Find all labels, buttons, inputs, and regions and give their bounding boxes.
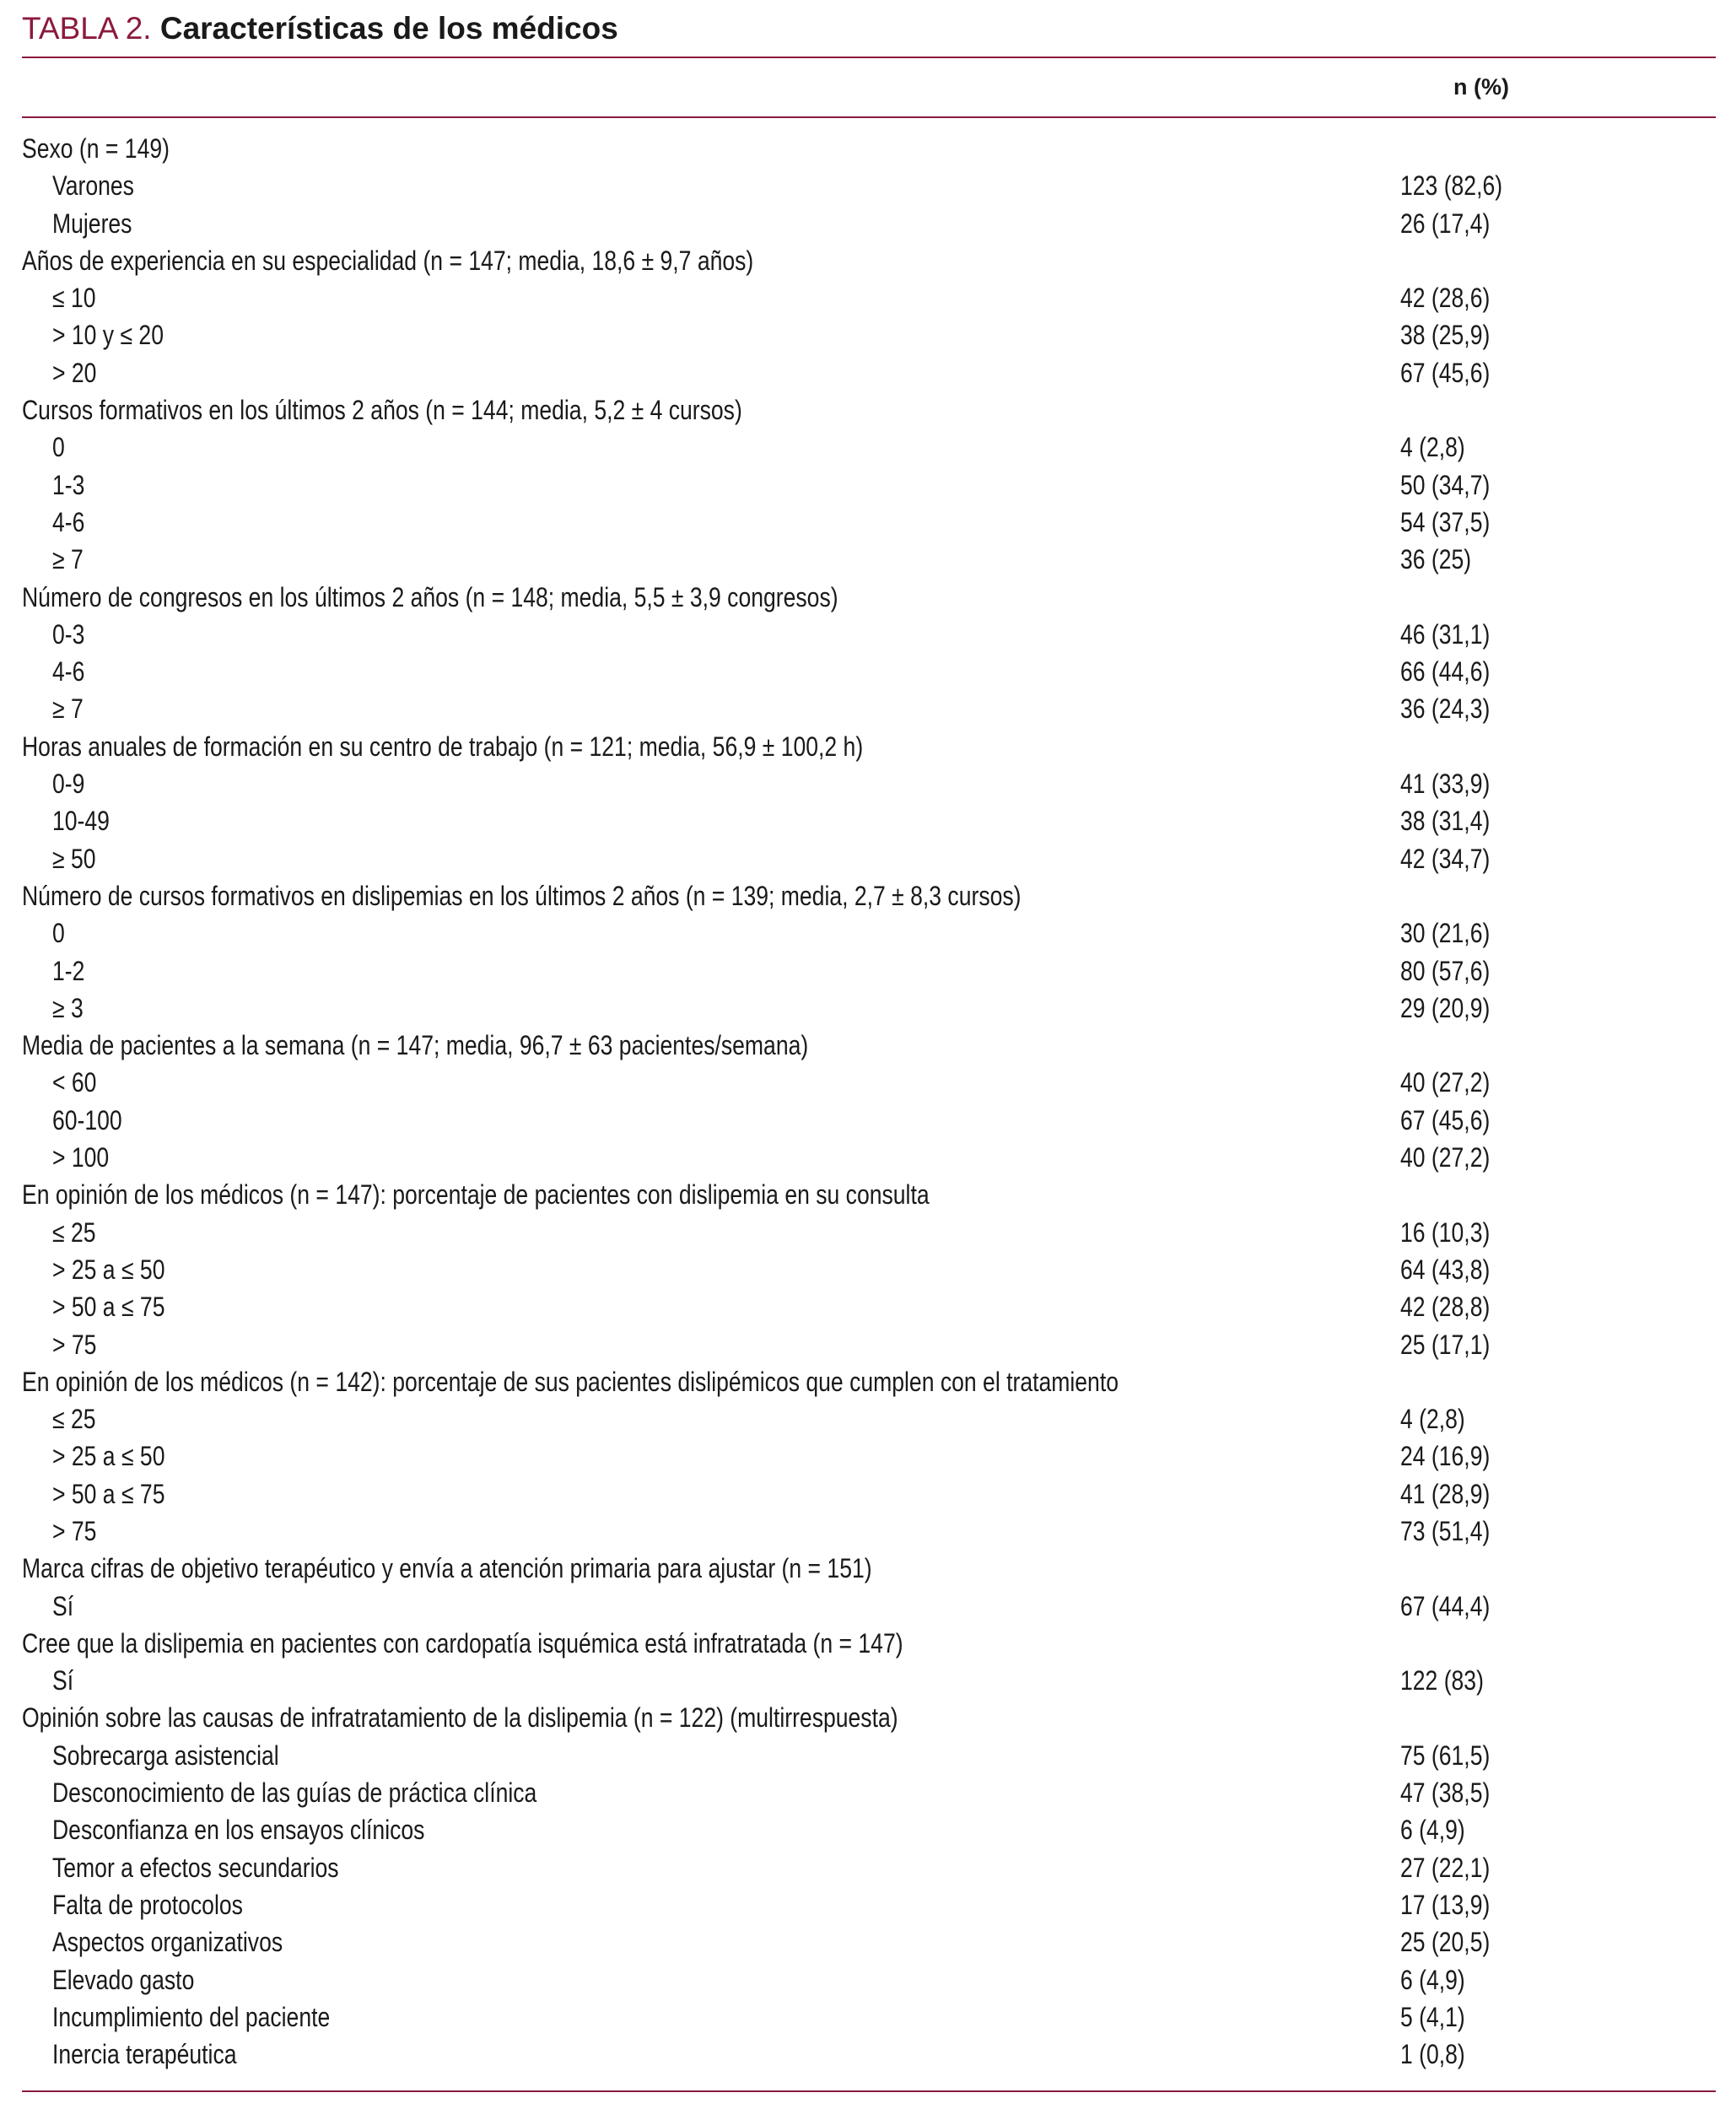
table-row-item <box>22 802 1716 839</box>
row-label: Cursos formativos en los últimos 2 años (n = 144; media, 5,2 ± 4 cursos) <box>22 395 742 426</box>
row-label: Mujeres <box>52 208 132 239</box>
table-row-group-header <box>22 1550 1716 1587</box>
row-label: ≥ 3 <box>52 992 84 1023</box>
row-label: > 75 <box>52 1329 97 1360</box>
row-label: Número de cursos formativos en dislipemias en los últimos 2 años (n = 139; media, 2,7 ± 8,3 cursos) <box>22 880 1022 911</box>
row-value: 122 (83) <box>1400 1665 1484 1696</box>
row-label: > 50 a ≤ 75 <box>52 1478 165 1509</box>
row-label: Cree que la dislipemia en pacientes con cardopatía isquémica está infratratada (n = 147) <box>22 1627 903 1659</box>
row-value: 17 (13,9) <box>1400 1889 1491 1920</box>
row-value: 42 (28,6) <box>1400 283 1491 314</box>
row-label: Sexo (n = 149) <box>22 133 170 164</box>
row-value: 123 (82,6) <box>1400 170 1503 202</box>
table-row-item <box>22 1475 1716 1513</box>
row-label: 4-6 <box>52 506 85 537</box>
row-value: 27 (22,1) <box>1400 1852 1491 1883</box>
row-label: Años de experiencia en su especialidad (n = 147; media, 18,6 ± 9,7 años) <box>22 245 754 276</box>
row-value: 67 (44,4) <box>1400 1590 1491 1621</box>
row-label: 4-6 <box>52 656 85 688</box>
table-row-item <box>22 467 1716 504</box>
table-row-item <box>22 205 1716 242</box>
row-value: 64 (43,8) <box>1400 1254 1491 1285</box>
table-row-group-header <box>22 1699 1716 1736</box>
row-value: 41 (33,9) <box>1400 769 1491 800</box>
table-row-group-header <box>22 130 1716 167</box>
table-title <box>22 10 618 47</box>
row-label: > 10 y ≤ 20 <box>52 320 164 351</box>
row-label: Varones <box>52 170 134 202</box>
row-value: 38 (31,4) <box>1400 806 1491 837</box>
row-value: 73 (51,4) <box>1400 1515 1491 1546</box>
table-row-group-header <box>22 877 1716 914</box>
table-row-item <box>22 2036 1716 2073</box>
row-value: 50 (34,7) <box>1400 469 1491 500</box>
table-row-item <box>22 840 1716 877</box>
row-value: 66 (44,6) <box>1400 656 1491 688</box>
row-label: Marca cifras de objetivo terapéutico y envía a atención primaria para ajustar (n = 151) <box>22 1553 872 1584</box>
row-value: 29 (20,9) <box>1400 992 1491 1023</box>
row-value: 24 (16,9) <box>1400 1441 1491 1472</box>
row-value: 38 (25,9) <box>1400 320 1491 351</box>
table-number: TABLA 2. <box>22 11 152 46</box>
row-label: En opinión de los médicos (n = 142): porcentaje de sus pacientes dislipémicos que cumplen con el tratamiento <box>22 1366 1119 1397</box>
row-label: > 20 <box>52 357 97 388</box>
table-row-group-header <box>22 1176 1716 1213</box>
table-row-item <box>22 1139 1716 1176</box>
column-header-n-percent: n (%) <box>1453 74 1509 100</box>
table-row-item <box>22 1214 1716 1251</box>
table-row-item <box>22 504 1716 541</box>
table-row-item <box>22 1849 1716 1886</box>
row-label: Media de pacientes a la semana (n = 147; media, 96,7 ± 63 pacientes/semana) <box>22 1030 809 1061</box>
row-label: < 60 <box>52 1067 97 1098</box>
row-label: > 25 a ≤ 50 <box>52 1441 165 1472</box>
row-value: 5 (4,1) <box>1400 2001 1465 2032</box>
table-row-item <box>22 1923 1716 1961</box>
row-label: En opinión de los médicos (n = 147): porcentaje de pacientes con dislipemia en su consulta <box>22 1179 930 1211</box>
table-row-item <box>22 279 1716 316</box>
table-row-item <box>22 316 1716 353</box>
table-row-item <box>22 952 1716 990</box>
table-row-group-header <box>22 579 1716 616</box>
table-row-item <box>22 765 1716 802</box>
table-row-item <box>22 1737 1716 1774</box>
table-row-group-header <box>22 1027 1716 1064</box>
row-label: Número de congresos en los últimos 2 años (n = 148; media, 5,5 ± 3,9 congresos) <box>22 581 838 612</box>
row-label: > 25 a ≤ 50 <box>52 1254 165 1285</box>
table-body <box>22 130 1716 2073</box>
bottom-rule <box>22 2090 1716 2092</box>
row-label: 0 <box>52 918 65 949</box>
table-row-item <box>22 1251 1716 1288</box>
row-label: > 100 <box>52 1142 110 1173</box>
table-row-item <box>22 429 1716 466</box>
table-row-item <box>22 1961 1716 1998</box>
row-label: 10-49 <box>52 806 110 837</box>
table-row-item <box>22 990 1716 1027</box>
table-row-item <box>22 1102 1716 1139</box>
row-value: 6 (4,9) <box>1400 1815 1465 1846</box>
table-row-item <box>22 690 1716 727</box>
row-value: 80 (57,6) <box>1400 955 1491 986</box>
row-value: 41 (28,9) <box>1400 1478 1491 1509</box>
row-value: 40 (27,2) <box>1400 1067 1491 1098</box>
row-value: 25 (20,5) <box>1400 1927 1491 1958</box>
row-value: 67 (45,6) <box>1400 357 1491 388</box>
table-row-group-header <box>22 1625 1716 1662</box>
row-label: 0-9 <box>52 769 85 800</box>
row-value: 25 (17,1) <box>1400 1329 1491 1360</box>
table-row-item <box>22 167 1716 204</box>
row-value: 42 (34,7) <box>1400 843 1491 874</box>
row-label: > 50 a ≤ 75 <box>52 1292 165 1323</box>
row-label: 60-100 <box>52 1104 122 1135</box>
table-row-item <box>22 1774 1716 1811</box>
row-label: ≤ 10 <box>52 283 96 314</box>
row-label: ≥ 50 <box>52 843 96 874</box>
table-row-group-header <box>22 728 1716 765</box>
row-label: Opinión sobre las causas de infratratamiento de la dislipemia (n = 122) (multirrespuesta) <box>22 1702 898 1734</box>
table-row-item <box>22 1400 1716 1437</box>
row-label: 0 <box>52 432 65 463</box>
row-label: 1-2 <box>52 955 85 986</box>
row-value: 36 (24,3) <box>1400 693 1491 725</box>
row-label: Desconfianza en los ensayos clínicos <box>52 1815 425 1846</box>
row-value: 1 (0,8) <box>1400 2039 1465 2070</box>
table-row-group-header <box>22 242 1716 279</box>
row-label: Sobrecarga asistencial <box>52 1740 279 1771</box>
table-row-item <box>22 1437 1716 1475</box>
row-label: Sí <box>52 1665 74 1696</box>
row-value: 42 (28,8) <box>1400 1292 1491 1323</box>
row-value: 75 (61,5) <box>1400 1740 1491 1771</box>
row-label: Inercia terapéutica <box>52 2039 237 2070</box>
row-label: Desconocimiento de las guías de práctica clínica <box>52 1777 537 1809</box>
row-label: 1-3 <box>52 469 85 500</box>
table-row-item <box>22 354 1716 391</box>
row-label: Aspectos organizativos <box>52 1927 283 1958</box>
table-row-item <box>22 1513 1716 1550</box>
row-value: 6 (4,9) <box>1400 1964 1465 1995</box>
table-row-item <box>22 1662 1716 1699</box>
row-label: ≤ 25 <box>52 1216 96 1248</box>
table-caption: Características de los médicos <box>159 11 618 46</box>
row-value: 26 (17,4) <box>1400 208 1491 239</box>
row-value: 54 (37,5) <box>1400 506 1491 537</box>
row-label: Temor a efectos secundarios <box>52 1852 339 1883</box>
table-row-group-header <box>22 391 1716 429</box>
top-rule <box>22 57 1716 58</box>
row-value: 16 (10,3) <box>1400 1216 1491 1248</box>
row-value: 4 (2,8) <box>1400 1404 1465 1435</box>
header-rule <box>22 116 1716 118</box>
row-label: 0-3 <box>52 618 85 650</box>
row-label: ≤ 25 <box>52 1404 96 1435</box>
table-row-item <box>22 653 1716 690</box>
row-label: ≥ 7 <box>52 693 84 725</box>
table-row-item <box>22 616 1716 653</box>
row-value: 47 (38,5) <box>1400 1777 1491 1809</box>
table-row-group-header <box>22 1363 1716 1400</box>
row-label: ≥ 7 <box>52 544 84 575</box>
row-value: 46 (31,1) <box>1400 618 1491 650</box>
table-row-item <box>22 1064 1716 1101</box>
row-label: Incumplimiento del paciente <box>52 2001 331 2032</box>
row-label: Sí <box>52 1590 74 1621</box>
row-label: Elevado gasto <box>52 1964 195 1995</box>
row-label: Horas anuales de formación en su centro de trabajo (n = 121; media, 56,9 ± 100,2 h) <box>22 731 864 762</box>
row-label: Falta de protocolos <box>52 1889 243 1920</box>
row-value: 36 (25) <box>1400 544 1472 575</box>
table-row-item <box>22 1588 1716 1625</box>
table-row-item <box>22 541 1716 578</box>
row-label: > 75 <box>52 1515 97 1546</box>
table-row-item <box>22 914 1716 952</box>
table-row-item <box>22 1288 1716 1325</box>
table-row-item <box>22 1998 1716 2036</box>
table-row-item <box>22 1811 1716 1848</box>
row-value: 4 (2,8) <box>1400 432 1465 463</box>
row-value: 67 (45,6) <box>1400 1104 1491 1135</box>
row-value: 30 (21,6) <box>1400 918 1491 949</box>
table-row-item <box>22 1326 1716 1363</box>
table-row-item <box>22 1886 1716 1923</box>
row-value: 40 (27,2) <box>1400 1142 1491 1173</box>
